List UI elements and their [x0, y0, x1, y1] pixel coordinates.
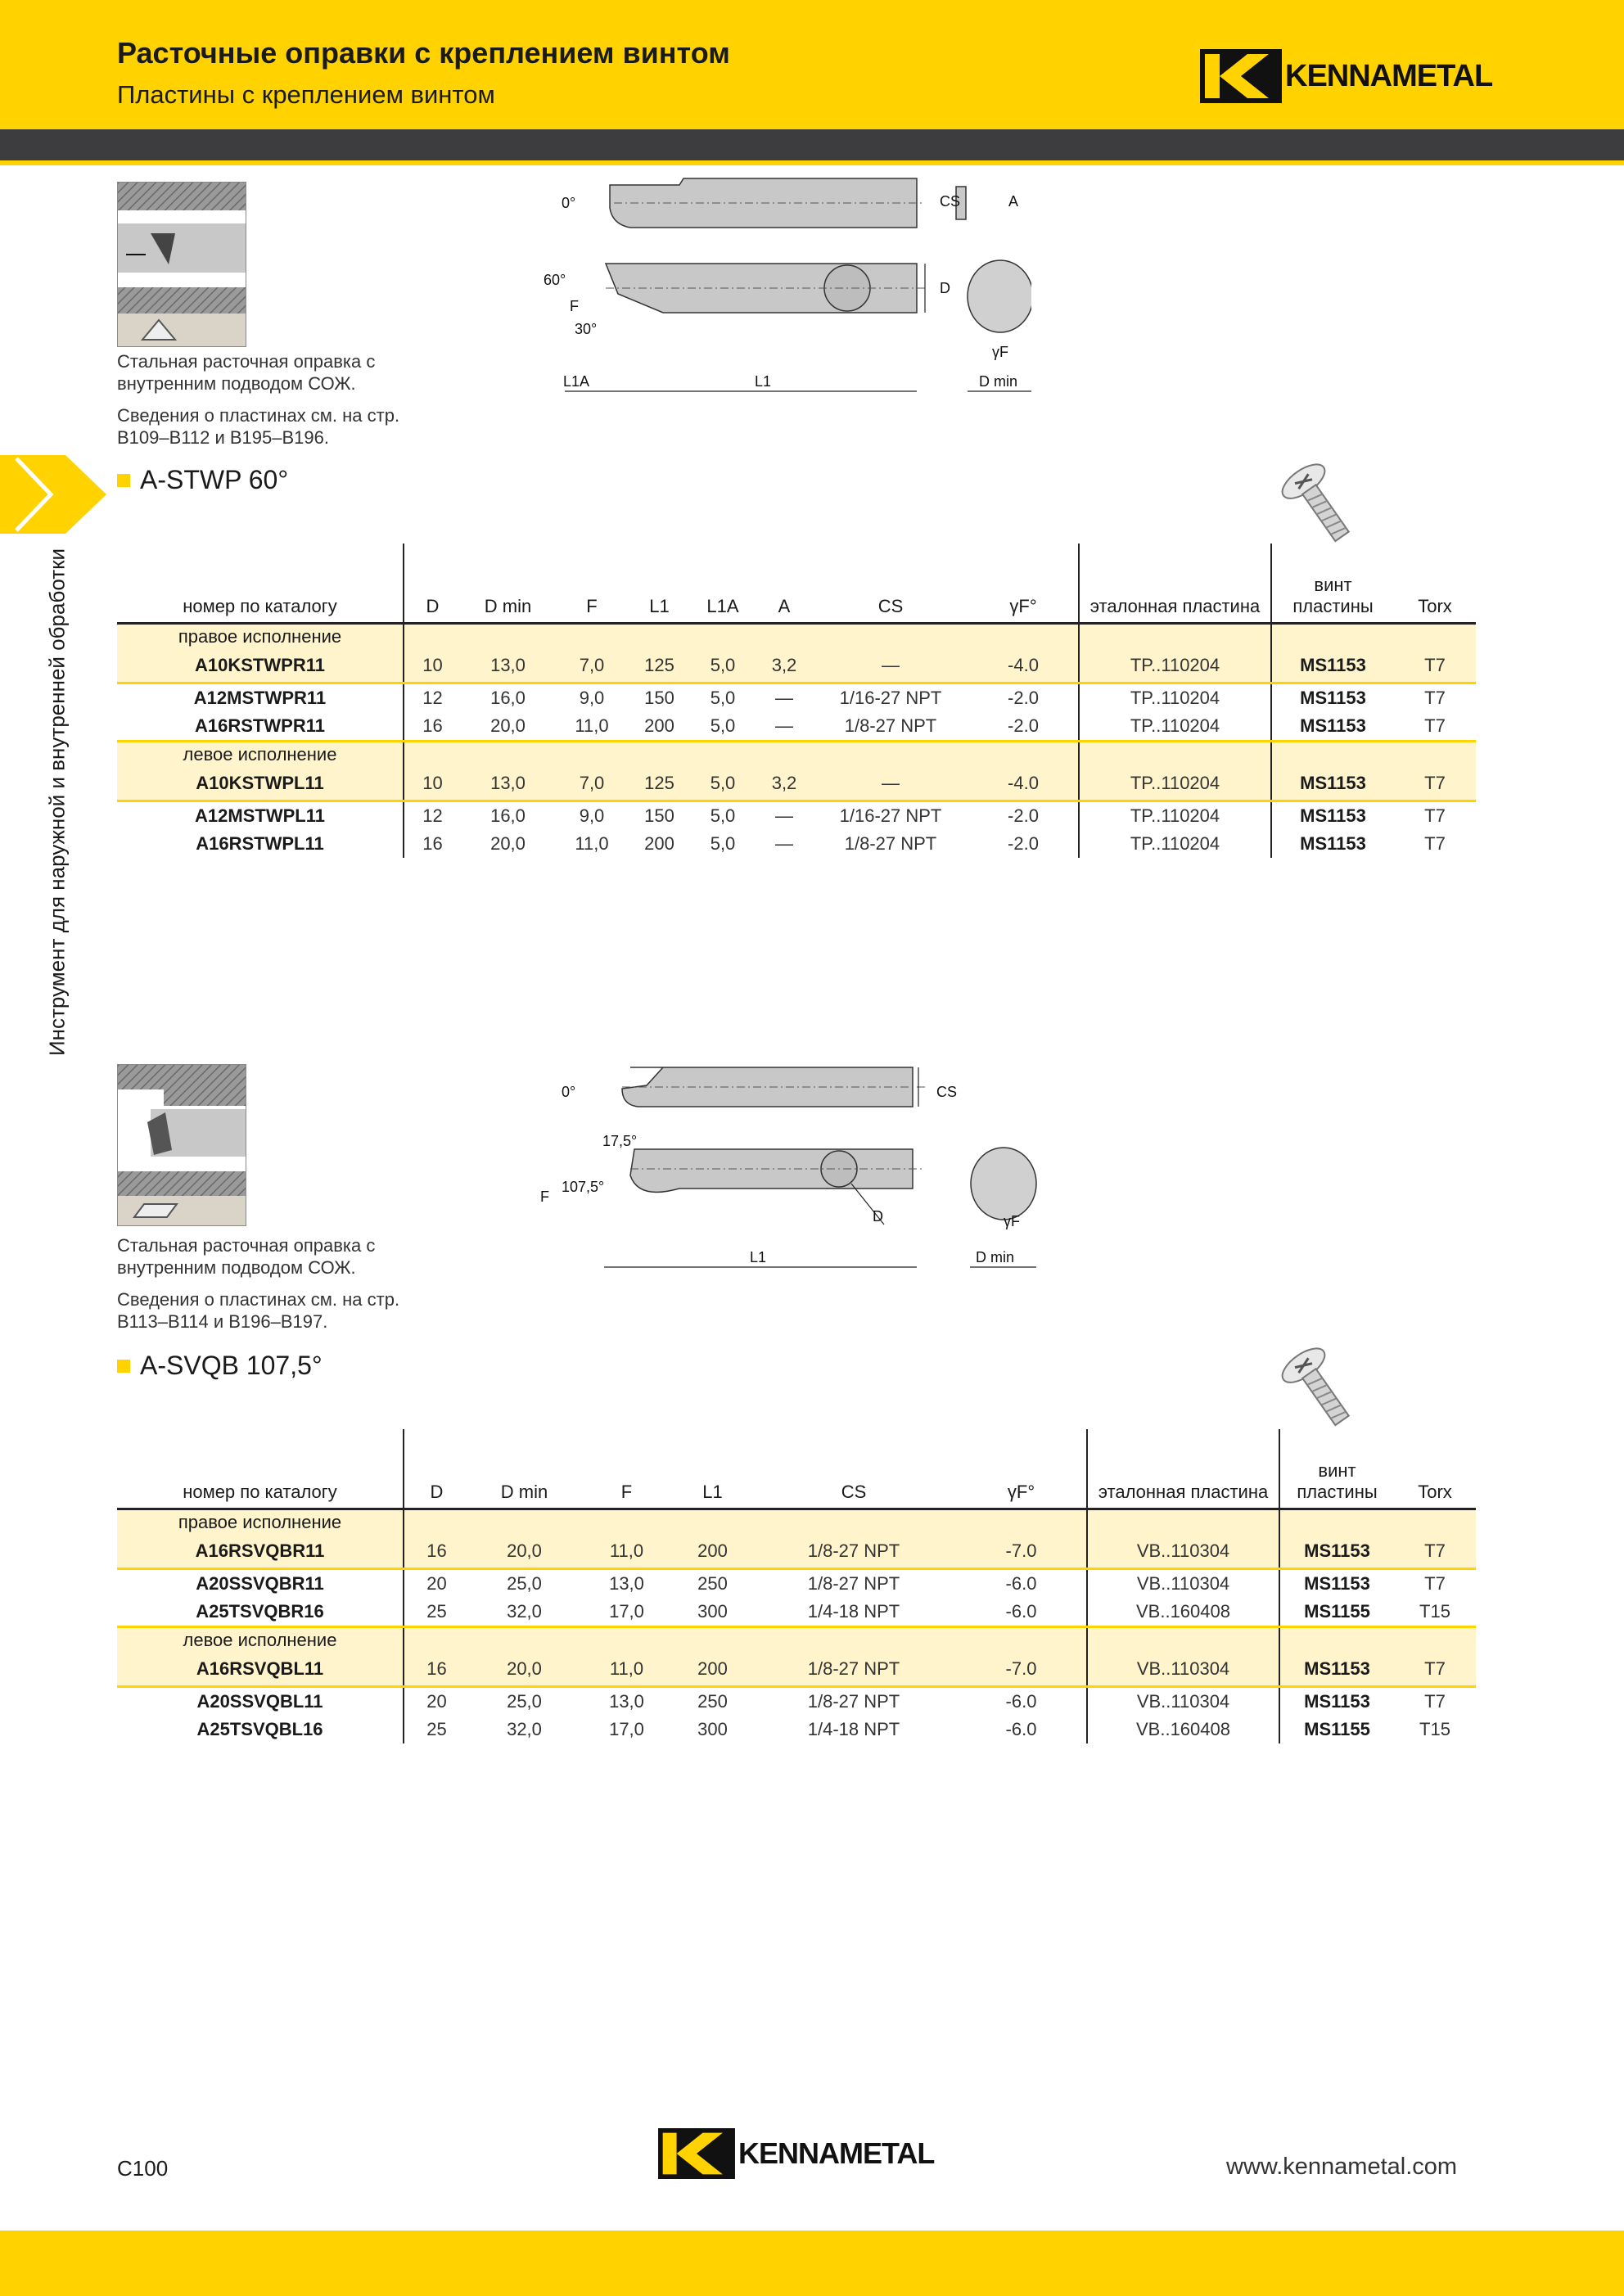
value-cell: 16: [404, 712, 461, 742]
value-cell: -4.0: [968, 649, 1079, 683]
value-cell: 12: [404, 801, 461, 831]
table-row: [117, 830, 1476, 858]
col-cs: CS: [813, 544, 968, 624]
insert-cell: VB..160408: [1087, 1598, 1279, 1627]
value-cell: -2.0: [1008, 833, 1039, 854]
value-cell: —: [775, 805, 793, 826]
insert-cell: VB..110304: [1087, 1653, 1279, 1687]
catalog-number-cell: A10KSTWPL11: [117, 767, 404, 801]
value-cell: 7,0: [555, 767, 629, 801]
value-cell: T7: [1394, 767, 1476, 801]
website-link[interactable]: www.kennametal.com: [1226, 2154, 1458, 2180]
value-cell: 16: [404, 1653, 469, 1687]
left-hand-label: левое исполнение: [117, 742, 404, 768]
col-dmin: D min: [469, 1429, 580, 1509]
col-a: A: [756, 544, 813, 624]
section2-title-marker: [117, 1360, 130, 1373]
screw-cell: MS1153: [1279, 1535, 1394, 1569]
col-catalog-number: номер по каталогу: [117, 1429, 404, 1509]
right-hand-label: правое исполнение: [117, 624, 404, 650]
insert-cell: TP..110204: [1079, 683, 1271, 713]
value-cell: —: [813, 767, 968, 801]
value-cell: 16: [404, 1535, 469, 1569]
header-gray-band: [0, 129, 1624, 160]
insert-cell: TP..110204: [1079, 830, 1271, 858]
value-cell: —: [775, 715, 793, 736]
table-row: [117, 1535, 1476, 1569]
value-cell: -4.0: [968, 767, 1079, 801]
value-cell: 3,2: [756, 649, 813, 683]
col-f: F: [580, 1429, 674, 1509]
value-cell: 25,0: [507, 1573, 542, 1594]
value-cell: T7: [1424, 805, 1446, 826]
section1-label-d: D: [940, 280, 950, 296]
section2-title: [117, 1351, 323, 1381]
value-cell: 20,0: [469, 1653, 580, 1687]
value-cell: -2.0: [1008, 688, 1039, 708]
value-cell: T7: [1394, 649, 1476, 683]
value-cell: 200: [674, 1535, 751, 1569]
screw-cell: MS1155: [1279, 1598, 1394, 1627]
screw-cell: MS1155: [1279, 1716, 1394, 1743]
boring-bar-illustration-icon: [118, 1065, 246, 1225]
value-cell: 32,0: [507, 1719, 542, 1739]
section1-label-dmin: D min: [979, 373, 1018, 390]
value-cell: 125: [629, 649, 690, 683]
section1-label-60deg: 60°: [544, 272, 566, 288]
table-row: [117, 1653, 1476, 1687]
insert-cell: VB..110304: [1087, 1569, 1279, 1599]
insert-cell: TP..110204: [1079, 767, 1271, 801]
col-l1a: L1A: [690, 544, 756, 624]
insert-cell: VB..110304: [1087, 1535, 1279, 1569]
value-cell: T7: [1424, 833, 1446, 854]
table-row: [117, 767, 1476, 801]
page-number: C100: [117, 2156, 169, 2181]
col-d: D: [404, 1429, 469, 1509]
insert-cell: TP..110204: [1079, 712, 1271, 742]
footer-band: [0, 2231, 1624, 2296]
value-cell: 10: [404, 767, 461, 801]
value-cell: 300: [697, 1719, 728, 1739]
section1-technical-drawing: [540, 175, 1031, 396]
value-cell: 17,0: [609, 1719, 644, 1739]
section1-title-text: A-STWP 60°: [140, 465, 289, 494]
table-group-row-left: [117, 742, 1476, 768]
value-cell: -6.0: [1005, 1573, 1037, 1594]
page-subtitle: Пластины с креплением винтом: [117, 80, 495, 109]
table-row: [117, 801, 1476, 831]
value-cell: 250: [697, 1691, 728, 1712]
table-row: [117, 683, 1476, 713]
catalog-number-cell: A25TSVQBL16: [196, 1719, 323, 1739]
value-cell: 11,0: [580, 1535, 674, 1569]
value-cell: 5,0: [710, 805, 736, 826]
value-cell: 1/8-27 NPT: [844, 833, 937, 854]
section1-title: [117, 465, 288, 495]
screw-cell: MS1153: [1271, 683, 1394, 713]
section2-label-0deg: 0°: [562, 1084, 576, 1100]
col-insert-screw: винт пластины: [1279, 1429, 1394, 1509]
value-cell: —: [813, 649, 968, 683]
table-row: [117, 1598, 1476, 1627]
value-cell: 32,0: [507, 1601, 542, 1622]
screw-cell: MS1153: [1271, 801, 1394, 831]
value-cell: 200: [644, 833, 674, 854]
catalog-number-cell: A16RSTWPL11: [196, 833, 324, 854]
catalog-number-cell: A16RSTWPR11: [195, 715, 325, 736]
col-dmin: D min: [461, 544, 555, 624]
col-insert-screw: винт пластины: [1271, 544, 1394, 624]
section2-caption-coolant: Стальная расточная оправка с внутренним подводом СОЖ.: [117, 1235, 376, 1278]
value-cell: 200: [644, 715, 674, 736]
value-cell: 150: [644, 805, 674, 826]
value-cell: 1/8-27 NPT: [751, 1653, 956, 1687]
value-cell: 17,0: [609, 1601, 644, 1622]
tool-thumbnail-2: [117, 1064, 246, 1226]
value-cell: 125: [629, 767, 690, 801]
kennametal-k-icon: [1200, 49, 1282, 103]
footer-logo: [658, 2128, 934, 2179]
screw-cell: MS1153: [1279, 1569, 1394, 1599]
col-catalog-number: номер по каталогу: [117, 544, 404, 624]
value-cell: T7: [1424, 688, 1446, 708]
value-cell: 11,0: [580, 1653, 674, 1687]
value-cell: 16,0: [490, 688, 526, 708]
col-reference-insert: эталонная пластина: [1087, 1429, 1279, 1509]
table-header-row: [117, 544, 1476, 624]
value-cell: T7: [1424, 1691, 1446, 1712]
section2-label-l1: L1: [750, 1249, 767, 1265]
table-group-row-left: [117, 1627, 1476, 1653]
section1-label-l1: L1: [755, 373, 772, 390]
value-cell: 5,0: [710, 833, 736, 854]
value-cell: 150: [644, 688, 674, 708]
value-cell: 7,0: [555, 649, 629, 683]
value-cell: 1/8-27 NPT: [807, 1573, 900, 1594]
value-cell: 12: [404, 683, 461, 713]
col-reference-insert: эталонная пластина: [1079, 544, 1271, 624]
screw-icon: [1274, 458, 1365, 550]
table-row: [117, 1687, 1476, 1716]
value-cell: -2.0: [1008, 715, 1039, 736]
table-row: [117, 712, 1476, 742]
section1-label-l1a: L1A: [563, 373, 590, 390]
value-cell: 200: [674, 1653, 751, 1687]
section2-title-text: A-SVQB 107,5°: [140, 1351, 323, 1380]
table-row: [117, 1569, 1476, 1599]
value-cell: 20,0: [469, 1535, 580, 1569]
value-cell: 13,0: [461, 649, 555, 683]
catalog-number-cell: A20SSVQBR11: [196, 1573, 324, 1594]
value-cell: -6.0: [1005, 1691, 1037, 1712]
right-hand-label: правое исполнение: [117, 1509, 404, 1536]
section1-label-a: A: [1008, 193, 1019, 210]
section-arrow-icon: [0, 455, 115, 534]
value-cell: 25,0: [507, 1691, 542, 1712]
catalog-number-cell: A12MSTWPL11: [195, 805, 325, 826]
section2-label-17-5deg: 17,5°: [602, 1133, 638, 1149]
value-cell: 20,0: [490, 833, 526, 854]
value-cell: 3,2: [756, 767, 813, 801]
insert-cell: TP..110204: [1079, 649, 1271, 683]
section1-label-gf: γF: [992, 344, 1008, 360]
section1-caption-coolant: Стальная расточная оправка с внутренним подводом СОЖ.: [117, 351, 376, 394]
catalog-number-cell: A25TSVQBR16: [196, 1601, 324, 1622]
screw-cell: MS1153: [1271, 649, 1394, 683]
col-gamma-f: γF°: [968, 544, 1079, 624]
section2-label-107-5deg: 107,5°: [562, 1179, 605, 1195]
page-title: Расточные оправки с креплением винтом: [117, 36, 730, 70]
section1-label-cs: CS: [940, 193, 961, 210]
col-torx: Torx: [1394, 1429, 1476, 1509]
value-cell: 25: [404, 1598, 469, 1627]
value-cell: 9,0: [579, 688, 605, 708]
value-cell: 5,0: [690, 767, 756, 801]
table-row: [117, 649, 1476, 683]
value-cell: -6.0: [1005, 1601, 1037, 1622]
col-cs: CS: [751, 1429, 956, 1509]
value-cell: 5,0: [710, 688, 736, 708]
catalog-number-cell: A16RSVQBR11: [117, 1535, 404, 1569]
value-cell: 1/8-27 NPT: [807, 1691, 900, 1712]
col-f: F: [555, 544, 629, 624]
table-row: [117, 1716, 1476, 1743]
section2-caption-inserts: Сведения о пластинах см. на стр. B113–B114 и B196–B197.: [117, 1289, 400, 1332]
value-cell: 16,0: [490, 805, 526, 826]
side-label: Инструмент для наружной и внутренней обработки: [44, 548, 70, 1057]
footer-brand-text: KENNAMETAL: [738, 2136, 935, 2170]
value-cell: 9,0: [579, 805, 605, 826]
section2-label-cs: CS: [936, 1084, 958, 1100]
table-group-row-right: [117, 624, 1476, 650]
col-torx: Torx: [1394, 544, 1476, 624]
section2-spec-table: [117, 1429, 1476, 1743]
catalog-number-cell: A16RSVQBL11: [117, 1653, 404, 1687]
header-yellow-line: [0, 160, 1624, 165]
value-cell: 20: [404, 1569, 469, 1599]
value-cell: 1/4-18 NPT: [807, 1719, 900, 1739]
screw-cell: MS1153: [1279, 1653, 1394, 1687]
value-cell: 13,0: [461, 767, 555, 801]
value-cell: T7: [1394, 1653, 1476, 1687]
catalog-number-cell: A10KSTWPR11: [117, 649, 404, 683]
col-l1: L1: [674, 1429, 751, 1509]
table-header-row: [117, 1429, 1476, 1509]
value-cell: 1/16-27 NPT: [839, 688, 942, 708]
section2-label-gf: γF: [1004, 1213, 1020, 1229]
screw-cell: MS1153: [1279, 1687, 1394, 1716]
value-cell: 5,0: [690, 649, 756, 683]
value-cell: -7.0: [956, 1653, 1087, 1687]
value-cell: 1/16-27 NPT: [839, 805, 942, 826]
tool-thumbnail-1: [117, 182, 246, 347]
boring-bar-illustration-icon: [118, 183, 246, 346]
value-cell: 20,0: [490, 715, 526, 736]
header-logo: [1200, 49, 1492, 103]
value-cell: T7: [1424, 1573, 1446, 1594]
col-l1: L1: [629, 544, 690, 624]
kennametal-k-icon: [658, 2128, 735, 2179]
value-cell: 300: [697, 1601, 728, 1622]
section1-caption-inserts: Сведения о пластинах см. на стр. B109–B112 и B195–B196.: [117, 405, 400, 448]
value-cell: 1/4-18 NPT: [807, 1601, 900, 1622]
value-cell: 250: [697, 1573, 728, 1594]
col-d: D: [404, 544, 461, 624]
value-cell: 5,0: [710, 715, 736, 736]
catalog-number-cell: A20SSVQBL11: [196, 1691, 323, 1712]
section1-label-f: F: [570, 298, 579, 314]
section2-technical-drawing: [540, 1061, 1048, 1282]
value-cell: T15: [1419, 1601, 1450, 1622]
value-cell: 1/8-27 NPT: [751, 1535, 956, 1569]
insert-cell: VB..160408: [1087, 1716, 1279, 1743]
value-cell: T15: [1419, 1719, 1450, 1739]
catalog-number-cell: A12MSTWPR11: [193, 688, 327, 708]
screw-cell: MS1153: [1271, 712, 1394, 742]
value-cell: T7: [1424, 715, 1446, 736]
value-cell: 11,0: [575, 715, 609, 736]
value-cell: 1/8-27 NPT: [844, 715, 937, 736]
section2-label-d: D: [873, 1208, 883, 1225]
col-gamma-f: γF°: [956, 1429, 1087, 1509]
section1-label-0deg: 0°: [562, 195, 576, 211]
value-cell: —: [775, 833, 793, 854]
section1-title-marker: [117, 474, 130, 487]
value-cell: -6.0: [1005, 1719, 1037, 1739]
section1-spec-table: [117, 544, 1476, 858]
header-brand-text: KENNAMETAL: [1285, 58, 1493, 93]
left-hand-label: левое исполнение: [117, 1627, 404, 1653]
value-cell: 13,0: [609, 1573, 644, 1594]
screw-icon: [1274, 1342, 1365, 1434]
screw-cell: MS1153: [1271, 767, 1394, 801]
value-cell: 25: [404, 1716, 469, 1743]
screw-cell: MS1153: [1271, 830, 1394, 858]
section2-label-f: F: [540, 1189, 549, 1205]
insert-cell: VB..110304: [1087, 1687, 1279, 1716]
section2-label-dmin: D min: [976, 1249, 1015, 1265]
section1-label-30deg: 30°: [575, 321, 598, 337]
value-cell: -7.0: [956, 1535, 1087, 1569]
value-cell: 16: [404, 830, 461, 858]
value-cell: 20: [404, 1687, 469, 1716]
value-cell: -2.0: [1008, 805, 1039, 826]
value-cell: 13,0: [609, 1691, 644, 1712]
table-group-row-right: [117, 1509, 1476, 1536]
value-cell: T7: [1394, 1535, 1476, 1569]
value-cell: 10: [404, 649, 461, 683]
insert-cell: TP..110204: [1079, 801, 1271, 831]
value-cell: 11,0: [575, 833, 609, 854]
value-cell: —: [775, 688, 793, 708]
